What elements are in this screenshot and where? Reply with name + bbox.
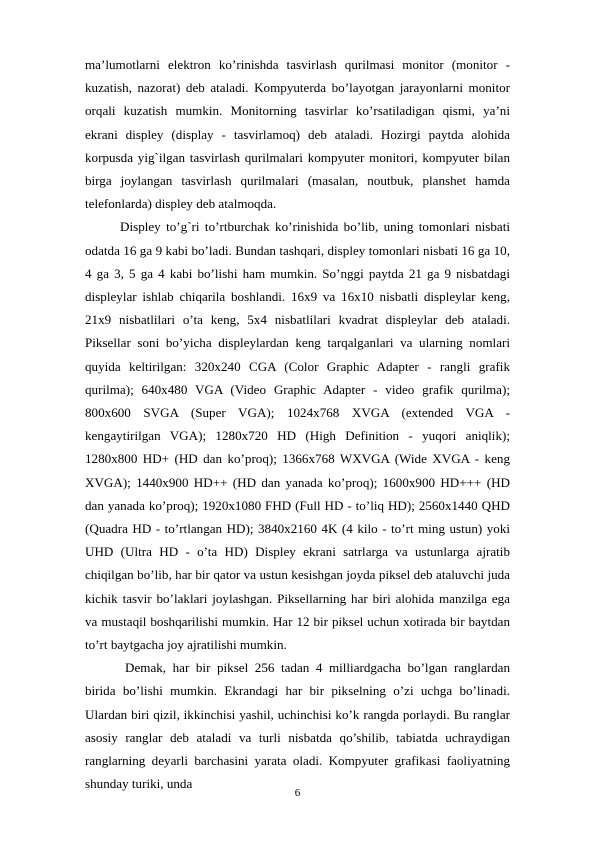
paragraph-2: Displey to’g`ri to’rtburchak ko’rinishida bo’lib, uning tomonlari nisbati odatda 16 ga 9 kabi bo’ladi. Bundan tashqari, displey tomonlari nisbati 16 ga 10, 4 ga 3, 5 ga 4 kabi bo’lishi ham mumkin. So’nggi paytda 21 ga 9 nisbatdagi displeylar ishlab chiqarila boshlandi. 16x9 va 16x10 nisbatli displeylar keng, 21x9 nisbatlilari o’ta keng, 5x4 nisbatlilari kvadrat displeylar deb ataladi. Piksellar soni bo’yicha displeylardan keng tarqalganlari va ularning nomlari quyida keltirilgan: 320x240 CGA (Color Graphic Adapter - rangli grafik qurilma); 640x480 VGA (Video Graphic Adapter - video grafik qurilma); 800x600 SVGA (Super VGA); 1024x768 XVGA (extended VGA - kengaytirilgan VGA); 1280x720 HD (High Definition - yuqori aniqlik); 1280x800 HD+ (HD dan ko’proq); 1366x768 WXVGA (Wide XVGA - keng XVGA); 1440x900 HD++ (HD dan yanada ko’proq); 1600x900 HD+++ (HD dan yanada ko’proq); 1920x1080 FHD (Full HD - to’liq HD); 2560x1440 QHD (Quadra HD - to’rtlangan HD); 3840x2160 4K (4 kilo - to’rt ming ustun) yoki UHD (Ultra HD - o’ta HD) Displey ekrani satrlarga va ustunlarga ajratib chiqilgan bo’lib, har bir qator va ustun kesishgan joyda piksel deb ataluvchi juda kichik tasvir bo’laklari joylashgan. Piksellarning har biri alohida manzilga ega va mustaqil boshqarilishi mumkin. Har 12 bir piksel uchun xotirada bir baytdan to’rt baytgacha joy ajratilishi mumkin. xyxy=(85,219,510,653)
paragraph-1: ma’lumotlarni elektron ko’rinishda tasvirlash qurilmasi monitor (monitor - kuzatish, nazorat) deb ataladi. Kompyuterda bo’layotgan jarayonlarni monitor orqali kuzatish mumkin. Monitorning tasvirlar ko’rsatiladigan qismi, ya’ni ekrani displey (display - tasvirlamoq) deb ataladi. Hozirgi paytda alohida korpusda yig`ilgan tasvirlash qurilmalari kompyuter monitori, kompyuter bilan birga joylangan tasvirlash qurilmalari (masalan, noutbuk, planshet hamda telefonlarda) displey deb atalmoqda. xyxy=(85,57,510,212)
paragraph-3: Demak, har bir piksel 256 tadan 4 milliardgacha bo’lgan ranglardan birida bo’lishi mumkin. Ekrandagi har bir pikselning o’zi uchga bo’linadi. Ulardan biri qizil, ikkinchisi yashil, uchinchisi ko’k rangda porlaydi. Bu ranglar asosiy ranglar deb ataladi va turli nisbatda qo’shilib, tabiatda uchraydigan ranglarning deyarli barchasini yarata oladi. Kompyuter grafikasi faoliyatning shunday turiki, unda xyxy=(85,660,510,792)
page-number: 6 xyxy=(294,787,301,799)
body-text xyxy=(85,53,510,796)
